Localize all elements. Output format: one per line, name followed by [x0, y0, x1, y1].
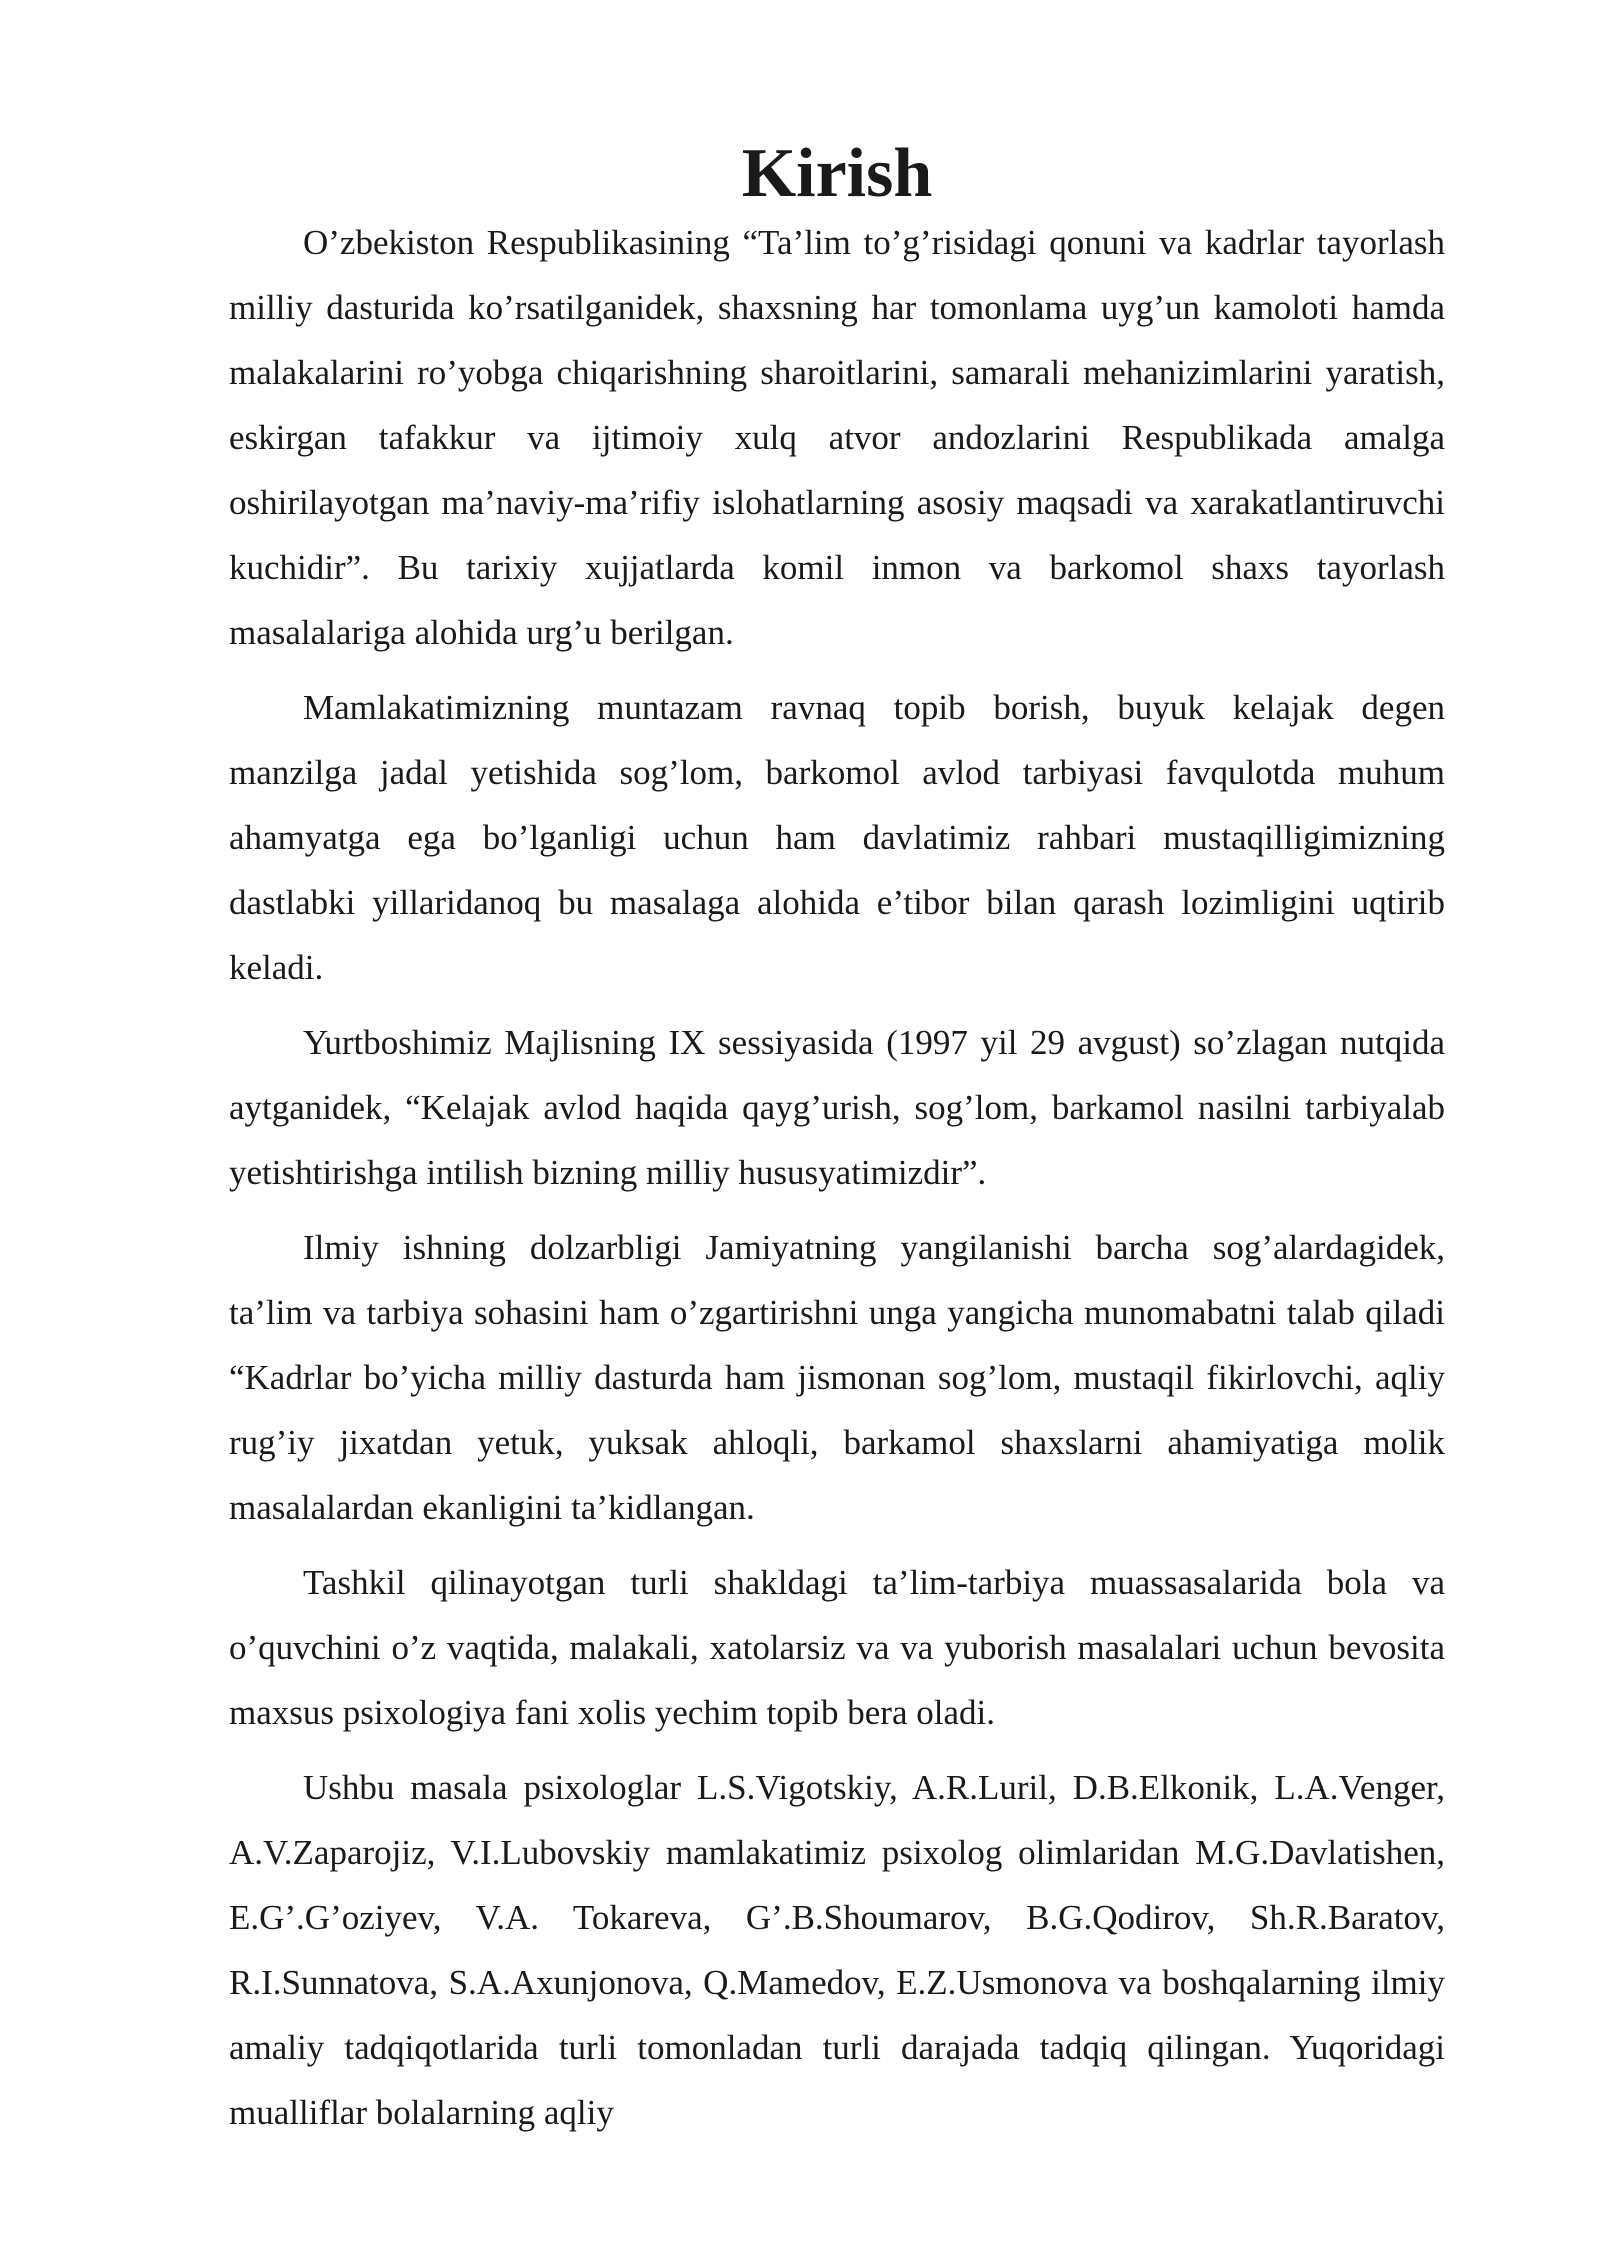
document-title: Kirish [741, 135, 933, 212]
paragraph-1: O’zbekiston Respublikasining “Ta’lim to’g’risidagi qonuni va kadrlar tayorlash milliy dasturida ko’rsatilganidek, shaxsning har tomonlama uyg’un kamoloti hamda malakalarini ro’yobga chiqarishning sharoitlarini, samarali mehanizimlarini yaratish, eskirgan tafakkur va ijtimoiy xulq atvor andozlarini Respublikada amalga oshirilayotgan ma’naviy-ma’rifiy islohatlarning asosiy maqsadi va xarakatlantiruvchi kuchidir”. Bu tarixiy xujjatlarda komil inmon va barkomol shaxs tayorlash masalalariga alohida urg’u berilgan. [229, 223, 1445, 652]
paragraph-6: Ushbu masala psixologlar L.S.Vigotskiy, A.R.Luril, D.B.Elkonik, L.A.Venger, A.V.Zaparojiz, V.I.Lubovskiy mamlakatimiz psixolog olimlaridan M.G.Davlatishen, E.G’.G’oziyev, V.A. Tokareva, G’.B.Shoumarov, B.G.Qodirov, Sh.R.Baratov, R.I.Sunnatova, S.A.Axunjonova, Q.Mamedov, E.Z.Usmonova va boshqalarning ilmiy amaliy tadqiqotlarida turli tomonladan turli darajada tadqiq qilingan. Yuqoridagi mualliflar bolalarning aqliy [229, 1768, 1445, 2132]
paragraph-2: Mamlakatimizning muntazam ravnaq topib borish, buyuk kelajak degen manzilga jadal yetishida sog’lom, barkomol avlod tarbiyasi favqulotda muhum ahamyatga ega bo’lganligi uchun ham davlatimiz rahbari mustaqilligimizning dastlabki yillaridanoq bu masalaga alohida e’tibor bilan qarash lozimligini uqtirib keladi. [229, 688, 1445, 987]
paragraph-4: Ilmiy ishning dolzarbligi Jamiyatning yangilanishi barcha sog’alardagidek, ta’lim va tarbiya sohasini ham o’zgartirishni unga yangicha munomabatni talab qiladi “Kadrlar bo’yicha milliy dasturda ham jismonan sog’lom, mustaqil fikirlovchi, aqliy rug’iy jixatdan yetuk, yuksak ahloqli, barkamol shaxslarni ahamiyatiga molik masalalardan ekanligini ta’kidlangan. [229, 1228, 1445, 1527]
paragraph-3: Yurtboshimiz Majlisning IX sessiyasida (1997 yil 29 avgust) so’zlagan nutqida aytganidek, “Kelajak avlod haqida qayg’urish, sog’lom, barkamol nasilni tarbiyalab yetishtirishga intilish bizning milliy hususyatimizdir”. [229, 1023, 1445, 1192]
document-page [229, 135, 1445, 2145]
paragraph-5: Tashkil qilinayotgan turli shakldagi ta’lim-tarbiya muassasalarida bola va o’quvchini o’z vaqtida, malakali, xatolarsiz va va yuborish masalalari uchun bevosita maxsus psixologiya fani xolis yechim topib bera oladi. [229, 1563, 1445, 1732]
